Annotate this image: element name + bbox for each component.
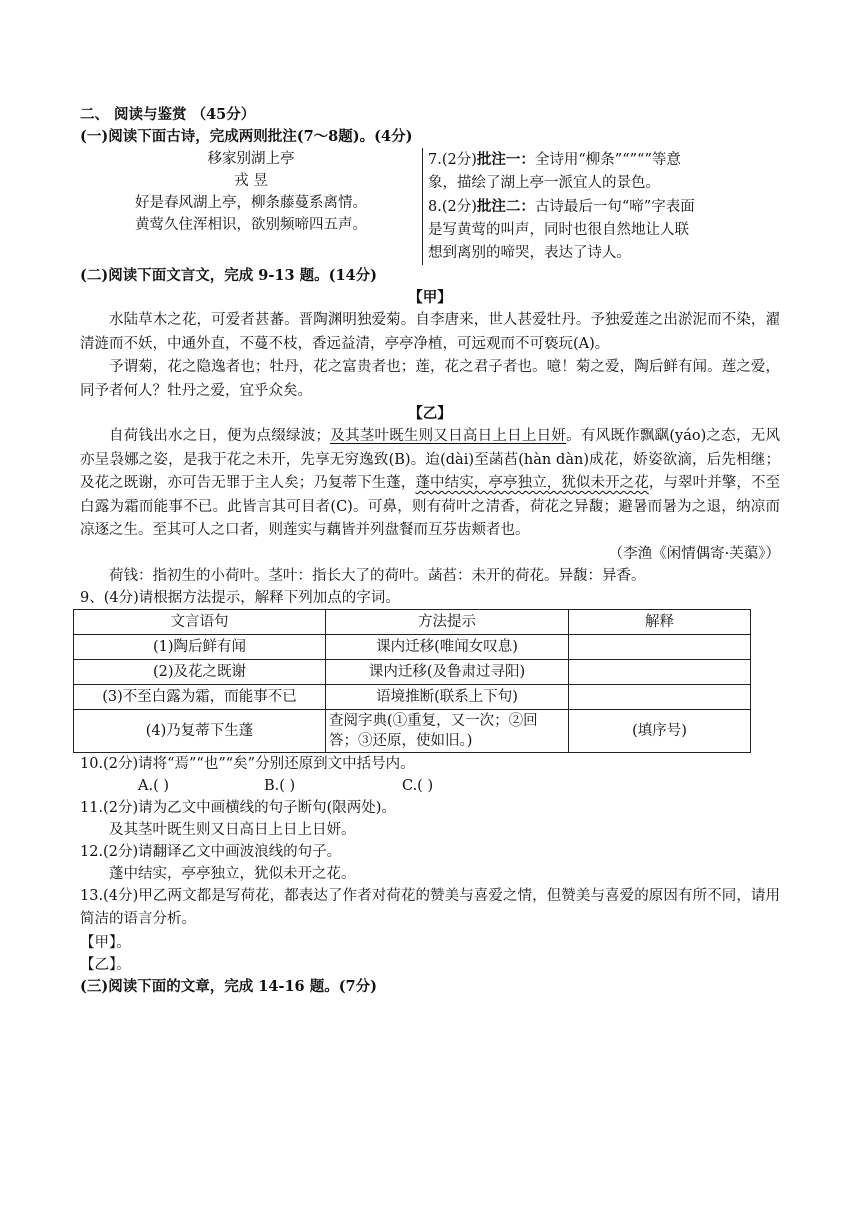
table-row [74,684,751,709]
table-cell-method: 课内迁移(唯闻女叹息) [326,634,569,659]
q10-option-b[interactable]: B.( ) [264,777,296,794]
passage-yi-text-b: 。有风既作飘飖(yáo)之态，无风亦呈袅娜之姿，是我于花之未开，先享无穷逸致(B)。迨(dài)至菡萏(hàn dàn)成花，娇姿欲滴，后先相继；及花之既谢，亦可告无罪于主人矣；乃复蒂下生蓬， [80,428,780,491]
passage-yi-text-c: ，与翠叶并擎，不至白露为霜而能事不已。此皆言其可目者(C)。可鼻，则有荷叶之清香，荷花之异馥；避暑而暑为之退，纳凉而凉逐之生。至其可人之口者，则莲实与藕皆并列盘餐而互芬齿颊者也。 [80,475,781,538]
poem-title: 移家别湖上亭 [207,151,295,167]
annotation-8-heading: 批注二： [476,198,535,215]
passage-notes: 荷钱：指初生的小荷叶。茎叶：指长大了的荷叶。菡萏：未开的荷花。异馥：异香。 [109,567,646,584]
passage-yi-text-a: 自荷钱出水之日，便为点缀绿波； [109,428,330,444]
passage-source: （李渔《闲情偶寄·芙蕖》） [608,545,780,562]
part3-title: (三)阅读下面的文章，完成 14-16 题。(7分) [80,977,378,995]
exam-page [80,104,780,998]
table-cell-method: 课内迁移(及鲁肃过寻阳) [326,659,569,684]
annotation-7-heading: 批注一： [476,151,535,168]
annotation-7-text: 全诗用“柳条”“”“”等意象，描绘了湖上亭一派宜人的景色。 [428,152,681,191]
annotation-8 [428,195,703,265]
passage-jia-label: 【甲】 [408,289,452,306]
q11-sentence: 及其茎叶既生则又日高日上日上日妍。 [109,821,356,838]
q9-title: 9、(4分)请根据方法提示，解释下列加点的字词。 [80,589,400,606]
table-row [74,659,751,684]
section-header: 二、 阅读与鉴赏 （45分） [80,106,256,123]
table-cell-sentence: (2)及花之既谢 [74,659,326,684]
table-cell-answer[interactable] [569,659,751,684]
table-header-answer: 解释 [569,609,751,634]
q10-title: 10.(2分)请将“焉”“也”“矣”分别还原到文中括号内。 [80,755,415,772]
q10-option-c[interactable]: C.( ) [402,777,434,794]
part1-title: (一)阅读下面古诗，完成两则批注(7～8题)。(4分) [80,128,413,145]
poem-line-2: 黄莺久住浑相识，欲别频啼四五声。 [135,217,367,233]
poem-line-1: 好是春风湖上亭，柳条藤蔓系离情。 [135,195,367,211]
poem [80,148,422,265]
q12-title: 12.(2分)请翻译乙文中画波浪线的句子。 [80,843,342,860]
annotation-8-label: 8.(2分) [428,199,477,215]
annotation-7-label: 7.(2分) [428,152,477,168]
wavy-underlined-sentence: 蓬中结实，亭亭独立，犹似未开之花 [415,475,649,491]
table-header-row [74,609,751,634]
annotation-7 [428,148,703,195]
table-cell-sentence: (4)乃复蒂下生蓬 [74,709,326,752]
q10-options [80,775,780,797]
table-row [74,709,751,752]
q12-sentence: 蓬中结实，亭亭独立，犹似未开之花。 [109,865,356,882]
poem-annotations [422,148,703,265]
table-cell-answer[interactable] [569,684,751,709]
table-cell-sentence: (3)不至白露为霜，而能事不已 [74,684,326,709]
q13-title: 13.(4分)甲乙两文都是写荷花，都表达了作者对荷花的赞美与喜爱之情，但赞美与喜爱的原因有所不同，请用简洁的语言分析。 [80,887,780,927]
table-cell-method: 语境推断(联系上下句) [326,684,569,709]
poem-block [80,148,780,265]
table-cell-answer[interactable] [569,634,751,659]
table-row [74,634,751,659]
passage-yi-label: 【乙】 [408,405,452,422]
table-cell-method: 查阅字典(①重复，又一次；②回答；③还原，使如旧。) [326,709,569,752]
table-header-sentence: 文言语句 [74,609,326,634]
passage-jia-paragraph-1: 水陆草木之花，可爱者甚蕃。晋陶渊明独爱菊。自李唐来，世人甚爱牡丹。予独爱莲之出淤泥而不染，濯清涟而不妖，中通外直，不蔓不枝，香远益清，亭亭净植，可远观而不可亵玩(A)。 [80,312,780,352]
passage-jia-paragraph-2: 予谓菊，花之隐逸者也；牡丹，花之富贵者也；莲，花之君子者也。噫！菊之爱，陶后鲜有闻。莲之爱，同予者何人？牡丹之爱，宜乎众矣。 [80,359,780,399]
table-cell-answer[interactable]: (填序号) [569,709,751,752]
q10-option-a[interactable]: A.( ) [138,777,170,794]
annotation-8-text: 古诗最后一句“啼”字表面是写黄莺的叫声，同时也很自然地让人联想到离别的啼哭，表达了诗人。 [428,199,695,261]
q13-answer-yi[interactable]: 【乙】。 [80,956,131,973]
part2-title: (二)阅读下面文言文，完成 9-13 题。(14分) [80,267,378,284]
table-cell-sentence: (1)陶后鲜有闻 [74,634,326,659]
table-header-method: 方法提示 [326,609,569,634]
poem-author: 戎 昱 [234,173,268,189]
q11-title: 11.(2分)请为乙文中画横线的句子断句(限两处)。 [80,799,396,816]
passage-yi-paragraph [80,425,780,543]
q9-table [73,609,751,753]
underlined-sentence: 及其茎叶既生则又日高日上日上日妍 [329,428,567,444]
q13-answer-jia[interactable]: 【甲】。 [80,934,131,951]
